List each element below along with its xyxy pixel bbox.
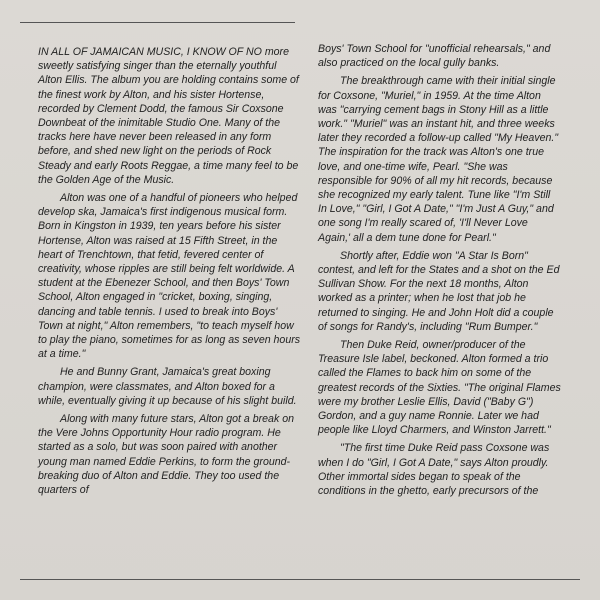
left-column [38,45,301,501]
right-column [318,42,562,502]
bottom-rule [20,579,580,580]
paragraph: Alton was one of a handful of pioneers who helped develop ska, Jamaica's first indigenous musical form. Born in Kingston in 1939, ten years before his sister Hortense, Alton was raised at 15 Fifth Street, in the heart of Trenchtown, that fetid, fevered center of creativity, whose ripples are still being felt worldwide. A student at the Ebenezer School, and then Boys' Town School, Alton engaged in "cricket, boxing, singing, dancing and table tennis. I used to break into Boys' Town at night," Alton remembers, "to teach myself how to play the piano, sometimes for as long as seven hours at a time." [38,192,301,361]
paragraph: Then Duke Reid, owner/producer of the Treasure Isle label, beckoned. Alton formed a trio called the Flames to back him on some of the greatest records of the Sixties. "The original Flames were my brother Leslie Ellis, David ("Baby G") Gordon, and a guy name Ronnie. Later we had people like Lloyd Charmers, and Winston Jarrett." [318,339,561,437]
paragraph: The breakthrough came with their initial single for Coxsone, "Muriel," in 1959. At the time Alton was "carrying cement bags in Stony Hill as a little work." "Muriel" was an instant hit, and three weeks later they recorded a follow-up called "My Heaven." The inspiration for the track was Alton's one true love, and one-time wife, Pearl. "She was responsible for 90% of all my hit records, because she recognized my early talent. Tune like "I'm Still In Love," "Girl, I Got A Date," "I'm Just A Guy," and one song I'm really scared of, 'I'll Never Love Again,' all a dem tune done for Pearl." [318,75,559,244]
top-rule [20,22,295,23]
paragraph: "The first time Duke Reid pass Coxsone was when I do "Girl, I Got A Date," says Alton proudly. Other immortal sides began to speak of the conditions in the ghetto, early precursors of the [318,442,550,498]
paragraph: He and Bunny Grant, Jamaica's great boxing champion, were classmates, and Alton boxed for a while, eventually giving it up because of his slight build. [38,366,297,407]
paragraph: Boys' Town School for "unofficial rehearsals," and also practiced on the local gully banks. [318,43,551,70]
paragraph: Along with many future stars, Alton got a break on the Vere Johns Opportunity Hour radio program. He started as a solo, but was soon paired with another young man named Eddie Perkins, to form the ground-breaking duo of Alton and Eddie. They too used the quarters of [38,413,294,497]
paragraph: IN ALL OF JAMAICAN MUSIC, I KNOW OF NO more sweetly satisfying singer than the eternally youthful Alton Ellis. The album you are holding contains some of the finest work by Alton, and his sister Hortense, recorded by Clement Dodd, the famous Sir Coxsone Downbeat of the inimitable Studio One. Many of the tracks here have never been released in any form before, and shed new light on the periods of Rock Steady and early Roots Reggae, a time many feel to be the Golden Age of the Music. [38,46,299,186]
paragraph: Shortly after, Eddie won "A Star Is Born" contest, and left for the States and a shot on the Ed Sullivan Show. For the next 18 months, Alton worked as a printer; when he lost that job he returned to singing. He and John Holt did a couple of songs for Randy's, including "Rum Bumper." [318,249,560,333]
